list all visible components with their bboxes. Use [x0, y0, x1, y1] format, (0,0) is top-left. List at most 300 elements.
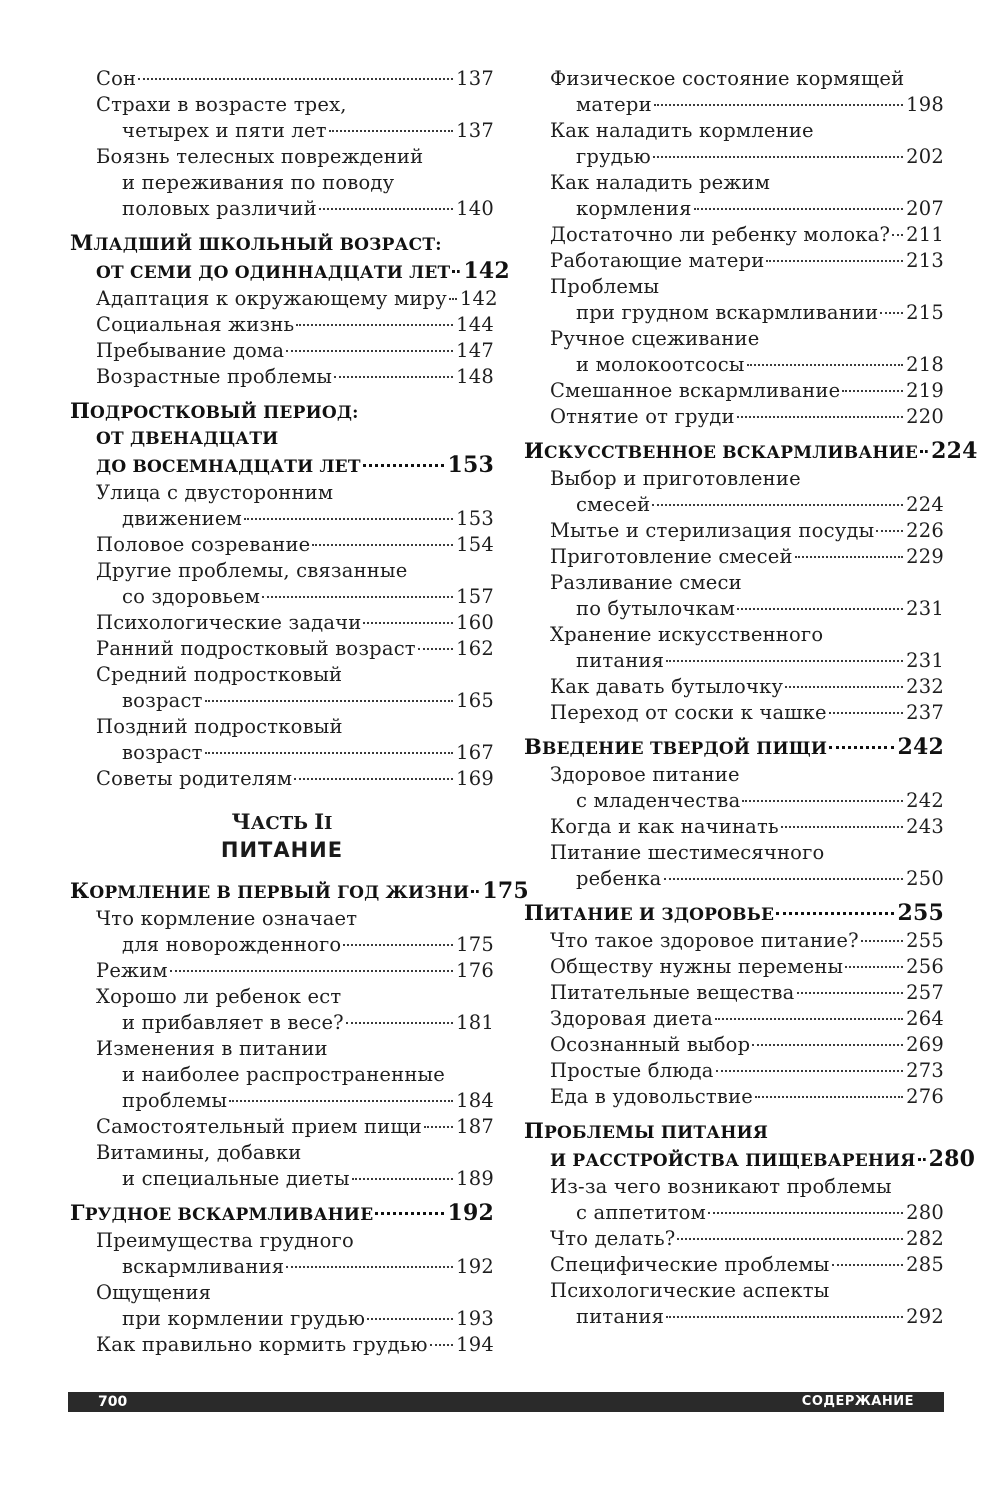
toc-entry-title: Из-за чего возникают проблемы [550, 1175, 892, 1198]
toc-entry-title: вскармливания [122, 1255, 285, 1278]
toc-section-line [524, 734, 944, 762]
toc-entry[interactable] [524, 1084, 944, 1110]
toc-entry-title: четырех и пяти лет [122, 119, 327, 142]
page-ref: 187 [456, 1115, 494, 1138]
toc-entry-line [524, 700, 944, 726]
page-ref: 264 [906, 1007, 944, 1030]
part-title: ПИТАНИЕ [220, 838, 344, 862]
toc-entry-line [70, 984, 494, 1010]
toc-entry-line [70, 906, 494, 932]
dot-leader [653, 156, 903, 158]
toc-entry-title: и прибавляет в весе? [122, 1011, 344, 1034]
toc-section-line [70, 230, 494, 258]
toc-entry-line [524, 196, 944, 222]
dot-leader [861, 940, 903, 942]
dot-leader [334, 376, 453, 378]
toc-entry[interactable] [70, 66, 494, 92]
toc-entry-line [70, 1228, 494, 1254]
toc-entry[interactable] [70, 766, 494, 792]
toc-entry-title: Обществу нужны перемены [550, 955, 844, 978]
toc-entry-line [524, 928, 944, 954]
toc-entry-title: Преимущества грудного [96, 1229, 354, 1252]
dot-leader [797, 992, 904, 994]
toc-entry-line [524, 1058, 944, 1084]
toc-entry-line [524, 866, 944, 892]
toc-entry-title: Сон [96, 67, 137, 90]
dot-leader [708, 1212, 903, 1214]
running-title: СОДЕРЖАНИЕ [801, 1394, 914, 1409]
page-ref: 147 [456, 339, 494, 362]
toc-entry-line [70, 1062, 494, 1088]
dot-leader [747, 364, 904, 366]
toc-entry-line [524, 1304, 944, 1330]
toc-entry-title: и специальные диеты [122, 1167, 350, 1190]
toc-entry-line [70, 1010, 494, 1036]
toc-section-heading[interactable] [524, 734, 944, 762]
section-gap [70, 222, 494, 230]
toc-entry-line [70, 1114, 494, 1140]
toc-entry-line [524, 840, 944, 866]
toc-entry-line [524, 66, 944, 92]
toc-entry-title: Хранение искусственного [550, 623, 824, 646]
toc-entry[interactable] [70, 958, 494, 984]
toc-entry-line [70, 1166, 494, 1192]
toc-entry-line [70, 144, 494, 170]
toc-entry-line [524, 404, 944, 430]
toc-entry-title: и переживания по поводу [122, 171, 395, 194]
toc-entry-title: Другие проблемы, связанные [96, 559, 408, 582]
toc-entry-line [70, 364, 494, 390]
toc-entry-line [70, 1332, 494, 1358]
toc-entry-title: при кормлении грудью [122, 1307, 366, 1330]
toc-entry[interactable] [524, 1278, 944, 1330]
toc-entry-line [70, 66, 494, 92]
dot-leader [677, 1238, 903, 1240]
toc-section-title: ДО ВОСЕМНАДЦАТИ ЛЕТ [96, 457, 361, 477]
dot-leader [205, 700, 454, 702]
toc-entry-line [524, 762, 944, 788]
dot-leader [755, 1096, 903, 1098]
toc-entry-line [70, 688, 494, 714]
page-ref: 137 [456, 119, 494, 142]
toc-entry-line [70, 1254, 494, 1280]
dot-leader [832, 1264, 904, 1266]
toc-entry[interactable] [524, 118, 944, 170]
toc-section-title: ОТ ДВЕНАДЦАТИ [96, 429, 279, 449]
toc-entry[interactable] [70, 906, 494, 958]
toc-entry-title: матери [576, 93, 652, 116]
toc-entry[interactable] [524, 222, 944, 248]
dot-leader [262, 596, 453, 598]
dot-leader [892, 234, 903, 236]
toc-section-heading[interactable] [524, 1118, 976, 1174]
dot-leader [296, 324, 453, 326]
page-ref: 165 [456, 689, 494, 712]
toc-entry-line [524, 492, 944, 518]
toc-entry[interactable] [70, 92, 494, 144]
toc-entry-title: Специфические проблемы [550, 1253, 830, 1276]
toc-entry-title: кормления [576, 197, 692, 220]
page-ref: 224 [931, 438, 978, 464]
toc-entry[interactable] [70, 364, 494, 390]
dot-leader [319, 208, 453, 210]
toc-entry-line [70, 1036, 494, 1062]
dot-leader [752, 1044, 903, 1046]
dot-leader [766, 260, 903, 262]
dot-leader [652, 504, 903, 506]
toc-entry-line [70, 932, 494, 958]
toc-section-title: МЛАДШИЙ ШКОЛЬНЫЙ ВОЗРАСТ: [70, 230, 442, 255]
toc-entry-title: Мытье и стерилизация посуды [550, 519, 875, 542]
toc-entry-title: ребенка [576, 867, 662, 890]
toc-entry[interactable] [70, 714, 494, 766]
toc-section-title: И РАССТРОЙСТВА ПИЩЕВАРЕНИЯ [550, 1151, 916, 1171]
dot-leader [430, 1344, 453, 1346]
dot-leader [294, 778, 453, 780]
page-ref: 280 [928, 1146, 976, 1172]
toc-entry[interactable] [524, 700, 944, 726]
toc-entry-title: Проблемы [550, 275, 660, 298]
toc-entry[interactable] [524, 66, 944, 118]
toc-entry-line [524, 248, 944, 274]
toc-entry[interactable] [524, 248, 944, 274]
dot-leader [715, 1018, 903, 1020]
page-ref: 269 [906, 1033, 944, 1056]
toc-entry[interactable] [524, 570, 944, 622]
toc-entry-title: возраст [122, 689, 203, 712]
page-ref: 231 [906, 649, 944, 672]
toc-entry-line [70, 506, 494, 532]
dot-leader [737, 608, 903, 610]
page-ref: 213 [906, 249, 944, 272]
toc-entry-title: Самостоятельный прием пищи [96, 1115, 422, 1138]
toc-entry-line [70, 1140, 494, 1166]
toc-entry[interactable] [70, 532, 494, 558]
page-ref: 282 [906, 1227, 944, 1250]
toc-entry[interactable] [70, 1228, 494, 1280]
toc-entry[interactable] [524, 466, 944, 518]
toc-entry-line [70, 286, 498, 312]
toc-section-line [70, 258, 510, 286]
toc-section-line [70, 1200, 494, 1228]
toc-entry[interactable] [70, 144, 494, 222]
toc-entry-title: Выбор и приготовление [550, 467, 801, 490]
section-gap [70, 1192, 494, 1200]
toc-entry-title: Социальная жизнь [96, 313, 295, 336]
toc-entry-title: грудью [576, 145, 651, 168]
page-ref: 162 [456, 637, 494, 660]
toc-entry-title: возраст [122, 741, 203, 764]
toc-entry[interactable] [70, 312, 494, 338]
toc-entry[interactable] [70, 662, 494, 714]
page-ref: 237 [906, 701, 944, 724]
toc-entry-line [70, 170, 494, 196]
page-ref: 229 [906, 545, 944, 568]
toc-entry-title: Поздний подростковый [96, 715, 343, 738]
page-ref: 202 [906, 145, 944, 168]
dot-leader [876, 530, 903, 532]
toc-entry-title: Работающие матери [550, 249, 765, 272]
toc-entry[interactable] [70, 558, 494, 610]
dot-leader [346, 1022, 453, 1024]
section-gap [524, 430, 944, 438]
page-ref: 226 [906, 519, 944, 542]
toc-entry-line [524, 1174, 944, 1200]
toc-entry-line [524, 300, 944, 326]
toc-section-heading[interactable] [70, 1200, 494, 1228]
toc-entry-line [70, 480, 494, 506]
toc-entry-line [524, 544, 944, 570]
toc-entry[interactable] [524, 544, 944, 570]
toc-entry-line [70, 740, 494, 766]
toc-entry[interactable] [524, 1032, 944, 1058]
section-gap [524, 1110, 944, 1118]
toc-entry-title: Здоровое питание [550, 763, 740, 786]
page-ref: 255 [897, 900, 944, 926]
dot-leader [654, 104, 903, 106]
toc-entry-title: Режим [96, 959, 168, 982]
toc-entry-line [524, 570, 944, 596]
toc-section-title: КОРМЛЕНИЕ В ПЕРВЫЙ ГОД ЖИЗНИ [70, 878, 470, 903]
page-ref: 215 [906, 301, 944, 324]
toc-entry-title: Отнятие от груди [550, 405, 735, 428]
toc-entry[interactable] [524, 622, 944, 674]
page-number: 700 [98, 1394, 128, 1410]
toc-entry-title: по бутылочкам [576, 597, 736, 620]
page-ref: 255 [906, 929, 944, 952]
toc-entry[interactable] [70, 1280, 494, 1332]
toc-section-heading[interactable] [524, 900, 944, 928]
section-gap [70, 390, 494, 398]
toc-entry[interactable] [70, 1140, 494, 1192]
dot-leader [138, 78, 453, 80]
dot-leader [367, 1318, 453, 1320]
dot-leader [716, 1070, 904, 1072]
page-ref: 192 [447, 1200, 494, 1226]
toc-entry-line [524, 596, 944, 622]
toc-entry-line [524, 674, 944, 700]
toc-entry-title: Питание шестимесячного [550, 841, 825, 864]
page-ref: 184 [456, 1089, 494, 1112]
toc-entry[interactable] [70, 636, 494, 662]
toc-entry[interactable] [524, 274, 944, 326]
dot-leader [205, 752, 454, 754]
toc-entry-title: со здоровьем [122, 585, 261, 608]
toc-entry[interactable] [70, 338, 494, 364]
toc-section-title: ОТ СЕМИ ДО ОДИННАДЦАТИ ЛЕТ [96, 263, 451, 283]
toc-section-line [70, 398, 494, 426]
page-ref: 137 [456, 67, 494, 90]
toc-entry-title: питания [576, 649, 665, 672]
toc-entry-title: для новорожденного [122, 933, 342, 956]
toc-entry[interactable] [70, 1332, 494, 1358]
toc-entry-line [524, 1226, 944, 1252]
page-ref: 193 [456, 1307, 494, 1330]
page-ref: 148 [456, 365, 494, 388]
toc-entry[interactable] [524, 326, 944, 378]
toc-entry[interactable] [524, 378, 944, 404]
page-ref: 243 [906, 815, 944, 838]
toc-entry[interactable] [70, 1114, 494, 1140]
toc-entry[interactable] [524, 954, 944, 980]
dot-leader [286, 350, 453, 352]
toc-entry-title: Что делать? [550, 1227, 676, 1250]
part-label: ЧАСТЬ II [231, 809, 333, 834]
toc-entry-title: при грудном вскармливании [576, 301, 879, 324]
dot-leader [795, 556, 903, 558]
toc-section-heading[interactable] [70, 398, 494, 480]
dot-leader [785, 686, 903, 688]
toc-entry-title: Страхи в возрасте трех, [96, 93, 347, 116]
toc-entry-line [524, 222, 944, 248]
section-gap [524, 726, 944, 734]
toc-entry-line [524, 1252, 944, 1278]
page-ref: 207 [906, 197, 944, 220]
dot-leader [244, 518, 453, 520]
dot-leader [918, 1158, 926, 1161]
toc-entry-line [524, 92, 944, 118]
toc-entry-title: движением [122, 507, 242, 530]
dot-leader [829, 712, 903, 714]
toc-entry[interactable] [70, 480, 494, 532]
toc-entry-title: Ручное сцеживание [550, 327, 760, 350]
toc-entry-title: Психологические задачи [96, 611, 362, 634]
toc-entry-line [524, 274, 944, 300]
toc-entry[interactable] [524, 814, 944, 840]
toc-entry-title: Возрастные проблемы [96, 365, 333, 388]
dot-leader [694, 208, 904, 210]
toc-entry-title: смесей [576, 493, 651, 516]
page-ref: 153 [456, 507, 494, 530]
dot-leader [352, 1178, 453, 1180]
page-ref: 160 [456, 611, 494, 634]
toc-entry[interactable] [524, 1058, 944, 1084]
toc-entry[interactable] [70, 286, 498, 312]
dot-leader [286, 1266, 453, 1268]
toc-entry[interactable] [524, 1226, 944, 1252]
toc-entry[interactable] [524, 404, 944, 430]
toc-entry[interactable] [524, 1174, 944, 1226]
dot-leader [170, 970, 453, 972]
toc-entry-line [70, 636, 494, 662]
page-ref: 144 [456, 313, 494, 336]
page-ref: 175 [456, 933, 494, 956]
page-ref: 142 [459, 287, 498, 310]
dot-leader [312, 544, 453, 546]
toc-section-heading[interactable] [70, 878, 529, 906]
toc-entry[interactable] [524, 518, 944, 544]
toc-entry-title: Улица с двусторонним [96, 481, 334, 504]
toc-entry-title: Что такое здоровое питание? [550, 929, 859, 952]
dot-leader [845, 966, 903, 968]
toc-entry-title: половых различий [122, 197, 317, 220]
toc-entry-title: Осознанный выбор [550, 1033, 751, 1056]
dot-leader [880, 312, 903, 314]
toc-entry[interactable] [70, 984, 494, 1036]
dot-leader [229, 1100, 453, 1102]
page-ref: 189 [456, 1167, 494, 1190]
page-ref: 276 [906, 1085, 944, 1108]
toc-entry-line [70, 584, 494, 610]
toc-section-title: ПРОБЛЕМЫ ПИТАНИЯ [524, 1118, 769, 1143]
dot-leader [829, 746, 894, 749]
toc-entry-line [70, 558, 494, 584]
toc-section-title: ВВЕДЕНИЕ ТВЕРДОЙ ПИЩИ [524, 734, 828, 759]
dot-leader [737, 416, 903, 418]
toc-entry-title: Когда и как начинать [550, 815, 779, 838]
toc-entry-title: Что кормление означает [96, 907, 358, 930]
toc-entry-line [524, 326, 944, 352]
toc-entry-line [524, 954, 944, 980]
page-ref: 273 [906, 1059, 944, 1082]
dot-leader [471, 890, 479, 893]
toc-entry[interactable] [524, 928, 944, 954]
dot-leader [781, 826, 903, 828]
toc-entry-title: Переход от соски к чашке [550, 701, 827, 724]
toc-section-heading[interactable] [524, 438, 978, 466]
toc-entry-title: Простые блюда [550, 1059, 714, 1082]
toc-entry-title: Изменения в питании [96, 1037, 328, 1060]
toc-entry-title: Как наладить режим [550, 171, 771, 194]
page-ref: 231 [906, 597, 944, 620]
page-ref: 154 [456, 533, 494, 556]
page-ref: 224 [906, 493, 944, 516]
toc-entry[interactable] [524, 674, 944, 700]
toc-entry[interactable] [524, 980, 944, 1006]
toc-section-line [70, 426, 494, 452]
page-ref: 181 [456, 1011, 494, 1034]
toc-entry-line [524, 648, 944, 674]
toc-entry-title: Разливание смеси [550, 571, 742, 594]
toc-section-line [524, 900, 944, 928]
toc-column-left [70, 66, 529, 1358]
toc-entry[interactable] [70, 610, 494, 636]
toc-section-heading[interactable] [70, 230, 510, 286]
toc-entry[interactable] [524, 170, 944, 222]
toc-entry-line [524, 1006, 944, 1032]
toc-entry-title: Адаптация к окружающему миру [96, 287, 447, 310]
toc-entry-line [524, 518, 944, 544]
toc-entry-title: Психологические аспекты [550, 1279, 830, 1302]
toc-entry[interactable] [70, 1036, 494, 1114]
toc-entry-line [70, 118, 494, 144]
toc-entry[interactable] [524, 1006, 944, 1032]
page-ref: 140 [456, 197, 494, 220]
toc-section-title: ПОДРОСТКОВЫЙ ПЕРИОД: [70, 398, 359, 423]
toc-entry-title: Смешанное вскармливание [550, 379, 841, 402]
toc-entry-line [70, 1306, 494, 1332]
toc-entry[interactable] [524, 1252, 944, 1278]
toc-entry-line [524, 1084, 944, 1110]
toc-entry-line [524, 144, 944, 170]
page-ref: 242 [897, 734, 944, 760]
toc-entry-title: Достаточно ли ребенку молока? [550, 223, 891, 246]
section-gap [70, 870, 494, 878]
toc-entry-line [524, 466, 944, 492]
page-ref: 167 [456, 741, 494, 764]
toc-section-line [524, 438, 978, 466]
toc-entry-line [70, 338, 494, 364]
part-heading [70, 810, 494, 864]
toc-entry-title: Еда в удовольствие [550, 1085, 754, 1108]
page-ref: 219 [906, 379, 944, 402]
dot-leader [666, 660, 903, 662]
dot-leader [452, 270, 460, 273]
page-ref: 175 [482, 878, 529, 904]
dot-leader [742, 800, 903, 802]
toc-entry[interactable] [524, 840, 944, 892]
toc-entry[interactable] [524, 762, 944, 814]
